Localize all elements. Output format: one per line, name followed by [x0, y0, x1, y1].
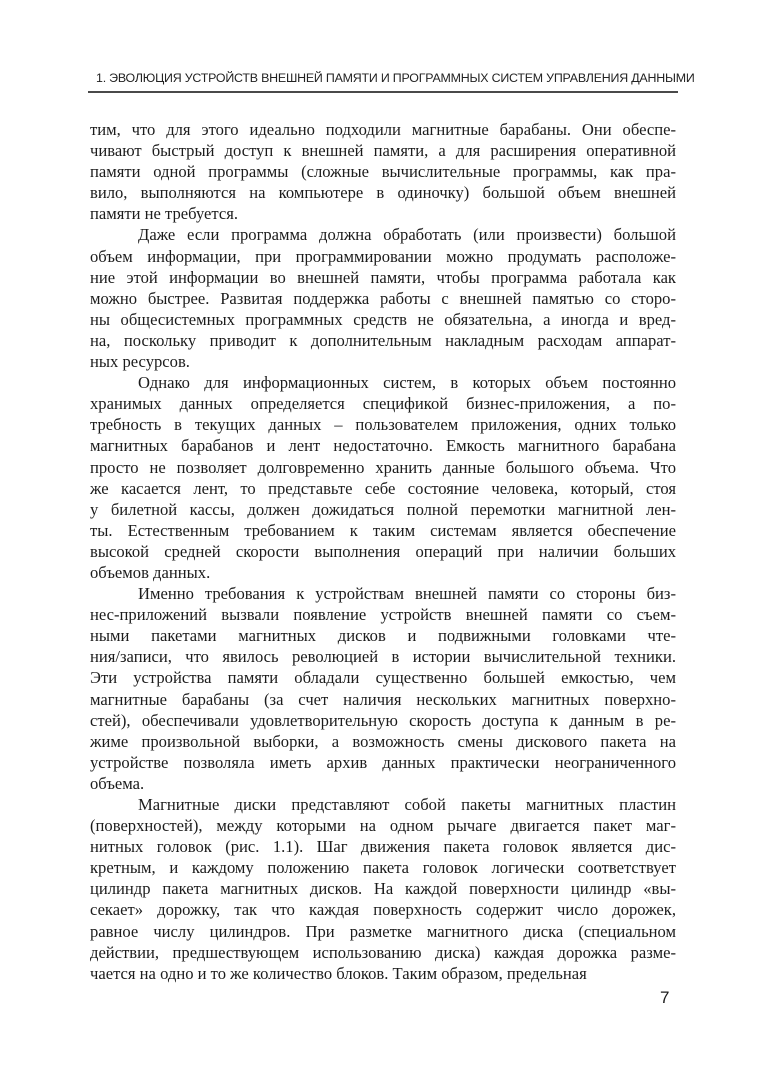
- text-line: вило, выполняются на компьютере в одиночку) большой объем внешней: [90, 183, 676, 203]
- text-line: требность в текущих данных – пользователем приложения, одних только: [90, 415, 676, 435]
- text-line: (поверхностей), между которыми на одном рычаге двигается пакет маг-: [90, 816, 676, 836]
- paragraph: [90, 794, 676, 984]
- text-line: ных ресурсов.: [90, 352, 190, 372]
- text-line: Эти устройства памяти обладали существенно большей емкостью, чем: [90, 668, 676, 688]
- body-text: [90, 119, 676, 984]
- text-line: кретным, и каждому положению пакета головок логически соответствует: [90, 858, 676, 878]
- text-line: чивают быстрый доступ к внешней памяти, а для расширения оперативной: [90, 141, 676, 161]
- text-line: памяти не требуется.: [90, 204, 239, 224]
- paragraph: [90, 224, 676, 372]
- text-line: нитных головок (рис. 1.1). Шаг движения пакета головок является дис-: [90, 837, 676, 857]
- text-line: равное числу цилиндров. При разметке магнитного диска (специальном: [90, 921, 676, 941]
- text-line: ние этой информации во внешней памяти, чтобы программа работала как: [90, 267, 676, 287]
- header-rule: [88, 91, 678, 93]
- text-line: тим, что для этого идеально подходили магнитные барабаны. Они обеспе-: [90, 120, 676, 139]
- paragraph: [90, 372, 676, 583]
- text-line: чается на одно и то же количество блоков. Таким образом, предельная: [90, 963, 587, 983]
- text-line: ния/записи, что явилось революцией в истории вычислительной техники.: [90, 647, 676, 667]
- text-line: ты. Естественным требованием к таким системам является обеспечение: [90, 520, 676, 540]
- running-header: 1. ЭВОЛЮЦИЯ УСТРОЙСТВ ВНЕШНЕЙ ПАМЯТИ И ПРОГРАММНЫХ СИСТЕМ УПРАВЛЕНИЯ ДАННЫМИ: [96, 71, 695, 85]
- text-line: же касается лент, то представьте себе состояние человека, который, стоя: [90, 478, 676, 498]
- paragraph: [90, 119, 676, 224]
- text-line: ными пакетами магнитных дисков и подвижными головками чте-: [90, 626, 676, 646]
- text-line: Однако для информационных систем, в которых объем постоянно: [138, 373, 676, 393]
- text-line: на, поскольку приводит к дополнительным накладным расходам аппарат-: [90, 330, 676, 350]
- text-line: устройстве позволяла иметь архив данных практически неограниченного: [90, 752, 676, 772]
- text-line: Именно требования к устройствам внешней памяти со стороны биз-: [138, 584, 676, 604]
- text-line: памяти одной программы (сложные вычислительные программы, как пра-: [90, 162, 676, 182]
- text-line: действии, предшествующем использованию диска) каждая дорожка разме-: [90, 942, 676, 962]
- text-line: высокой средней скорости выполнения операций при наличии больших: [90, 541, 676, 561]
- text-line: ны общесистемных программных средств не обязательна, а иногда и вред-: [90, 309, 676, 329]
- text-line: магнитные барабаны (за счет наличия нескольких магнитных поверхно-: [90, 689, 676, 709]
- text-line: объем информации, при программировании можно продумать расположе-: [90, 246, 676, 266]
- text-line: хранимых данных определяется спецификой бизнес-приложения, а по-: [90, 394, 676, 414]
- text-line: просто не позволяет долговременно хранить данные большого объема. Что: [90, 457, 676, 477]
- text-line: объемов данных.: [90, 562, 211, 582]
- text-line: нес-приложений вызвали появление устройств внешней памяти со съем-: [90, 605, 676, 625]
- text-line: магнитных барабанов и лент недостаточно. Емкость магнитного барабана: [90, 436, 676, 456]
- text-line: Магнитные диски представляют собой пакеты магнитных пластин: [138, 795, 676, 814]
- text-line: у билетной кассы, должен дожидаться полной перемотки магнитной лен-: [90, 499, 676, 519]
- text-line: секает» дорожку, так что каждая поверхность содержит число дорожек,: [90, 900, 676, 920]
- text-line: стей), обеспечивали удовлетворительную скорость доступа к данным в ре-: [90, 710, 676, 730]
- text-line: объема.: [90, 773, 145, 793]
- text-line: можно быстрее. Развитая поддержка работы с внешней памятью со сторо-: [90, 288, 676, 308]
- text-line: жиме произвольной выборки, а возможность смены дискового пакета на: [90, 731, 676, 751]
- page-number: 7: [660, 988, 670, 1007]
- text-line: Даже если программа должна обработать (или произвести) большой: [138, 225, 676, 245]
- text-line: цилиндр пакета магнитных дисков. На каждой поверхности цилиндр «вы-: [90, 879, 676, 899]
- paragraph: [90, 583, 676, 794]
